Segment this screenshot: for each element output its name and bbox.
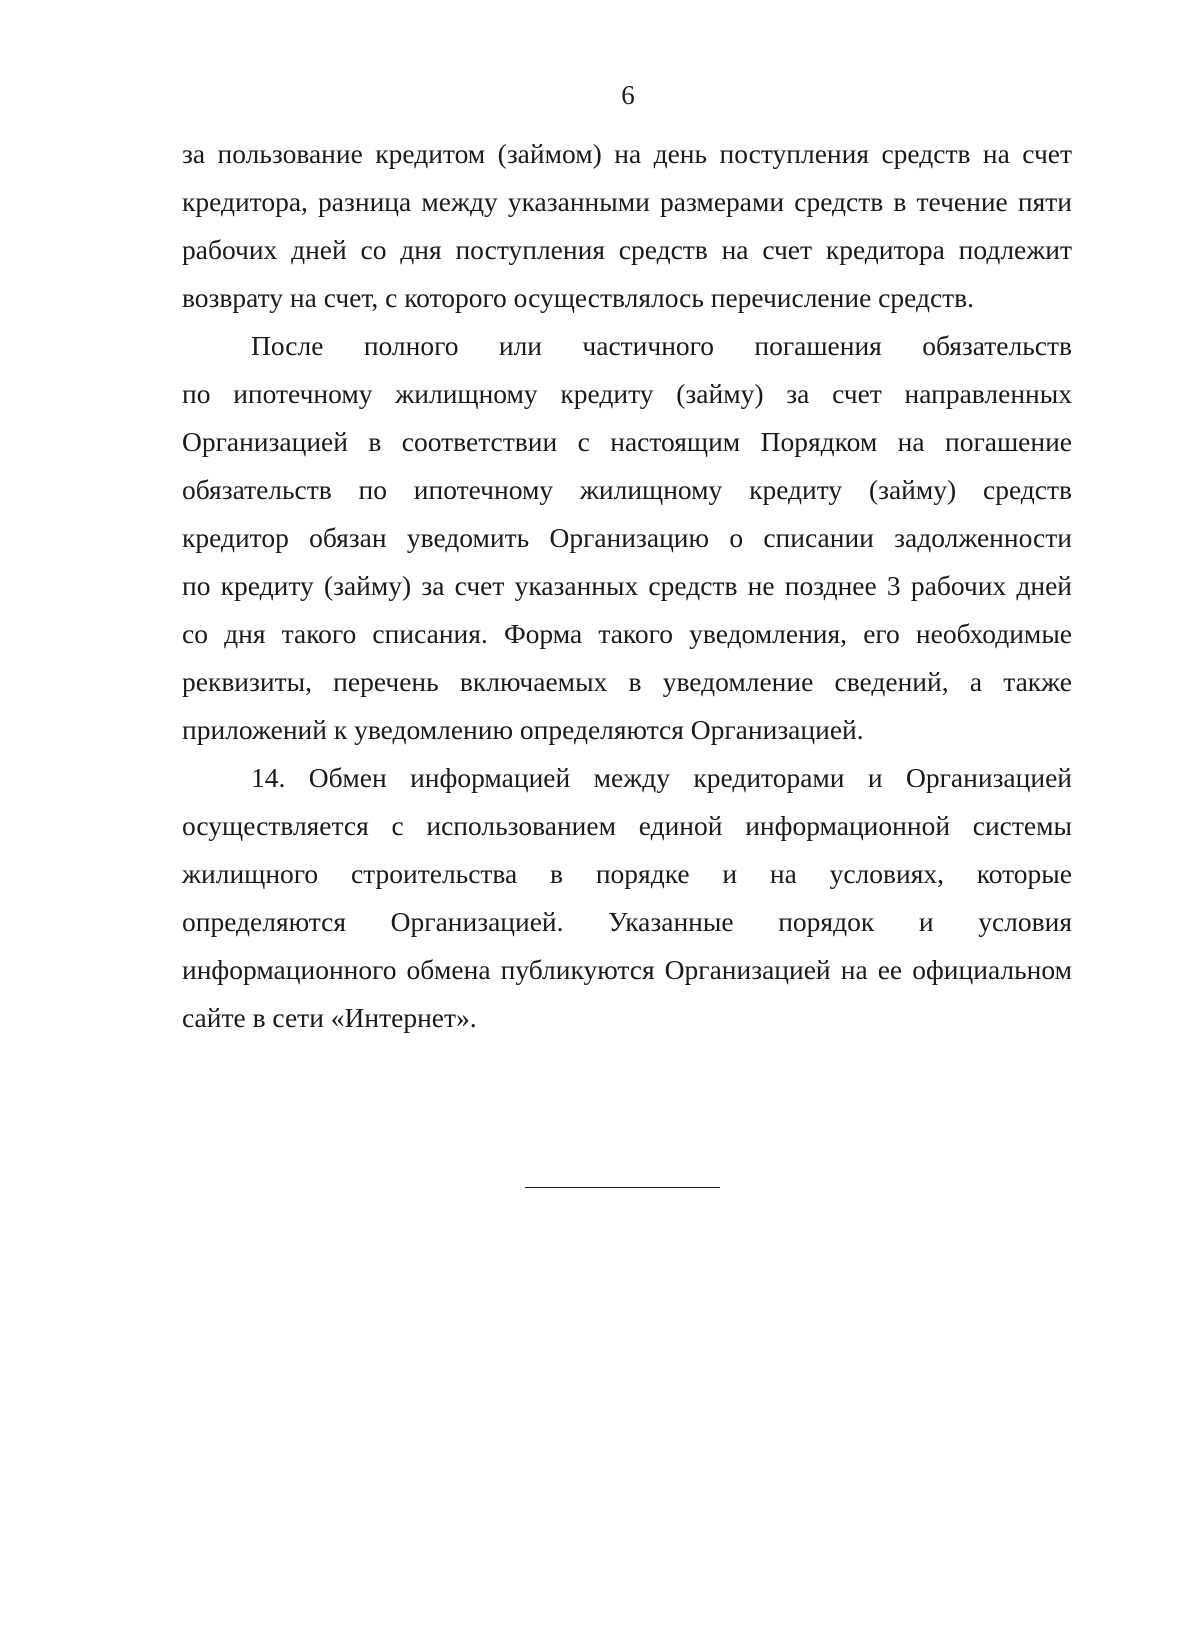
text-line: приложений к уведомлению определяются Организацией.: [182, 714, 864, 745]
text-line: обязательств по ипотечному жилищному кредиту (займу) средств: [182, 474, 1072, 505]
text-line: определяются Организацией. Указанные порядок и условия: [182, 906, 1072, 937]
text-line: за пользование кредитом (займом) на день поступления средств на счет: [182, 138, 1072, 169]
text-line: 14. Обмен информацией между кредиторами и Организацией: [251, 762, 1072, 793]
text-line: по кредиту (займу) за счет указанных средств не позднее 3 рабочих дней: [182, 570, 1072, 601]
text-line: кредитора, разница между указанными размерами средств в течение пяти: [182, 186, 1072, 217]
text-line: возврату на счет, с которого осуществлялось перечисление средств.: [182, 282, 975, 313]
text-line: по ипотечному жилищному кредиту (займу) за счет направленных: [182, 378, 1072, 409]
document-body: [182, 130, 1072, 1042]
text-line: Организацией в соответствии с настоящим Порядком на погашение: [182, 426, 1072, 457]
paragraph-14-information-exchange: [182, 754, 1072, 1042]
text-line: информационного обмена публикуются Организацией на ее официальном: [182, 954, 1072, 985]
text-line: рабочих дней со дня поступления средств на счет кредитора подлежит: [182, 234, 1072, 265]
paragraph-continuation: [182, 130, 1072, 322]
text-line: со дня такого списания. Форма такого уведомления, его необходимые: [182, 618, 1072, 649]
paragraph-repayment-notice: [182, 322, 1072, 754]
text-line: осуществляется с использованием единой информационной системы: [182, 810, 1072, 841]
end-separator-line: [525, 1187, 720, 1188]
text-line: кредитор обязан уведомить Организацию о списании задолженности: [182, 522, 1072, 553]
text-line: сайте в сети «Интернет».: [182, 1002, 477, 1033]
text-line: После полного или частичного погашения обязательств: [251, 330, 1072, 361]
text-line: реквизиты, перечень включаемых в уведомление сведений, а также: [182, 666, 1072, 697]
text-line: жилищного строительства в порядке и на условиях, которые: [182, 858, 1072, 889]
page-number: 6: [621, 80, 635, 110]
